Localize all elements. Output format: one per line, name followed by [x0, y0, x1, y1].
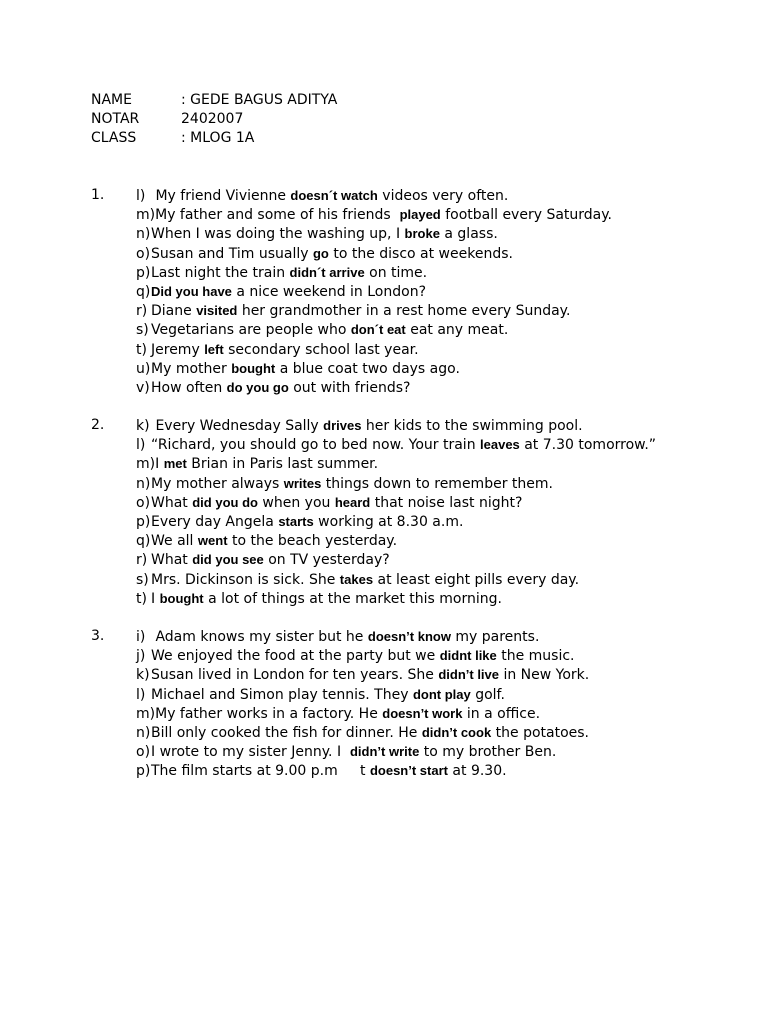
sentence-text: a glass.	[439, 226, 498, 243]
sentence-text: Every day Angela	[151, 513, 279, 530]
sentence-text: Bill only cooked the fish for dinner. He	[151, 724, 422, 741]
sentence-text: Brian in Paris last summer.	[186, 456, 379, 473]
item-letter: n)	[136, 724, 151, 741]
sentence-text: on time.	[364, 264, 428, 281]
exercise-item	[136, 665, 756, 684]
answer-text: didn’t write	[349, 744, 420, 760]
answer-text: played	[399, 207, 441, 223]
item-letter: o)	[136, 494, 151, 511]
exercise-item	[136, 723, 756, 742]
student-info	[91, 91, 337, 149]
answer-text: takes	[339, 571, 374, 587]
item-letter: m)	[136, 456, 156, 473]
answer-text: didn’t live	[438, 667, 499, 683]
item-letter: s)	[136, 571, 149, 588]
sentence-text: My friend Vivienne	[151, 188, 291, 204]
answer-text: leaves	[480, 437, 520, 453]
answer-text: went	[197, 533, 228, 549]
sentence-text: things down to remember them.	[321, 475, 553, 492]
sentence-text: Last night the train	[151, 264, 290, 281]
class-row	[91, 129, 337, 148]
exercise-item	[136, 282, 756, 301]
sentence-text: to my brother Ben.	[419, 744, 557, 761]
notar-value: 2402007	[181, 111, 244, 128]
sentence-text: I	[155, 456, 164, 473]
sentence-text: Every Wednesday Sally	[151, 418, 324, 434]
exercise-item	[136, 378, 756, 397]
sentence-text: at 7.30 tomorrow.”	[519, 437, 657, 454]
section-number: 2.	[91, 417, 105, 433]
name-value: : GEDE BAGUS ADITYA	[181, 92, 338, 108]
sentence-text: on TV yesterday?	[263, 552, 390, 569]
exercise-item	[136, 224, 756, 243]
sentence-text: a lot of things at the market this morning.	[203, 590, 502, 607]
sentence-text: Diane	[151, 303, 197, 320]
item-letter: o)	[136, 245, 151, 262]
exercise-item	[136, 454, 756, 473]
sentence-text: My father and some of his friends	[155, 207, 400, 224]
sentence-text: my parents.	[450, 629, 540, 645]
answer-text: do you go	[226, 379, 289, 395]
item-letter: l)	[136, 686, 146, 703]
sentence-text: to the beach yesterday.	[227, 533, 398, 550]
answer-text: left	[204, 341, 224, 357]
exercise-item	[136, 550, 756, 569]
sentence-text: My mother	[151, 360, 232, 377]
exercise-item	[136, 263, 756, 282]
sentence-text: at 9.30.	[447, 763, 507, 780]
answer-text: didnt like	[439, 648, 497, 664]
sentence-text: a blue coat two days ago.	[275, 360, 460, 377]
item-letter: v)	[136, 379, 150, 396]
item-letter: r)	[136, 303, 148, 320]
item-letter: m)	[136, 705, 156, 722]
answer-text: dont play	[412, 686, 471, 702]
sentence-text: golf.	[470, 686, 505, 703]
sentence-text: videos very often.	[377, 188, 509, 204]
exercise-item	[136, 416, 756, 435]
sentence-text: Susan lived in London for ten years. She	[151, 667, 439, 684]
sentence-text: We all	[151, 533, 198, 550]
answer-text: bought	[231, 360, 276, 376]
answer-text: didn’t cook	[421, 724, 492, 740]
exercise-item	[136, 742, 756, 761]
item-letter: p)	[136, 513, 151, 530]
exercise-item	[136, 704, 756, 723]
sentence-text: that noise last night?	[370, 494, 523, 511]
answer-text: did you see	[192, 552, 264, 568]
sentence-text: Jeremy	[151, 341, 205, 358]
item-letter: s)	[136, 322, 149, 339]
sentence-text: eat any meat.	[405, 322, 509, 339]
answer-text: doesn’t work	[382, 705, 463, 721]
class-label: CLASS	[91, 130, 137, 147]
exercise-items	[136, 186, 756, 397]
sentence-text: Mrs. Dickinson is sick. She	[151, 571, 340, 588]
exercise-item	[136, 589, 756, 608]
class-value: : MLOG 1A	[181, 130, 255, 147]
exercise-item	[136, 301, 756, 320]
answer-text: broke	[404, 226, 440, 242]
answer-text: didn´t arrive	[289, 264, 365, 280]
item-letter: l)	[136, 188, 146, 204]
item-letter: r)	[136, 552, 148, 569]
sentence-text: When I was doing the washing up, I	[151, 226, 405, 243]
notar-row	[91, 110, 337, 129]
sentence-text: to the disco at weekends.	[328, 245, 513, 262]
item-letter: o)	[136, 744, 151, 761]
sentence-text: Vegetarians are people who	[151, 322, 351, 339]
item-letter: m)	[136, 207, 156, 224]
item-letter: q)	[136, 533, 151, 550]
answer-text: doesn’t start	[369, 763, 448, 779]
item-letter: u)	[136, 360, 151, 377]
answer-text: doesn’t know	[367, 629, 451, 644]
exercise-item	[136, 531, 756, 550]
sentence-text: How often	[151, 379, 227, 396]
sentence-text: her kids to the swimming pool.	[361, 418, 583, 434]
sentence-text: What	[151, 494, 193, 511]
answer-text: Did you have	[151, 283, 232, 299]
sentence-text: Adam knows my sister but he	[151, 629, 368, 645]
exercise-item	[136, 244, 756, 263]
sentence-text: Susan and Tim usually	[151, 245, 313, 262]
answer-text: don´t eat	[350, 322, 406, 338]
item-letter: l)	[136, 437, 146, 454]
item-letter: p)	[136, 763, 151, 780]
exercise-item	[136, 205, 756, 224]
sentence-text: when you	[257, 494, 335, 511]
sentence-text: “Richard, you should go to bed now. Your train	[151, 437, 481, 454]
item-letter: t)	[136, 590, 147, 607]
exercise-item	[136, 646, 756, 665]
answer-text: heard	[334, 494, 371, 510]
answer-text: bought	[159, 590, 204, 606]
exercise-item	[136, 761, 756, 780]
answer-text: met	[163, 456, 187, 472]
item-letter: k)	[136, 418, 150, 434]
exercise-item	[136, 186, 756, 205]
sentence-text: the music.	[496, 648, 575, 665]
sentence-text: football every Saturday.	[440, 207, 612, 224]
name-row	[91, 91, 337, 110]
answer-text: writes	[283, 475, 322, 491]
sentence-text: secondary school last year.	[223, 341, 419, 358]
item-letter: j)	[136, 648, 146, 665]
exercise-item	[136, 320, 756, 339]
answer-text: go	[312, 245, 329, 261]
sentence-text: We enjoyed the food at the party but we	[151, 648, 440, 665]
sentence-text: working at 8.30 a.m.	[313, 513, 464, 530]
exercise-item	[136, 512, 756, 531]
sentence-text: the potatoes.	[491, 724, 589, 741]
sentence-text: My father works in a factory. He	[155, 705, 383, 722]
item-letter: n)	[136, 226, 151, 243]
sentence-text: What	[151, 552, 193, 569]
sentence-text: out with friends?	[288, 379, 411, 396]
name-label: NAME	[91, 92, 132, 108]
item-letter: k)	[136, 667, 150, 684]
sentence-text: in New York.	[499, 667, 590, 684]
exercise-item	[136, 435, 756, 454]
item-letter: t)	[136, 341, 147, 358]
item-letter: n)	[136, 475, 151, 492]
answer-text: visited	[196, 303, 238, 319]
section-number: 1.	[91, 187, 105, 203]
exercise-item	[136, 627, 756, 646]
sentence-text: her grandmother in a rest home every Sunday.	[237, 303, 571, 320]
sentence-text: Michael and Simon play tennis. They	[151, 686, 413, 703]
exercise-item	[136, 474, 756, 493]
item-letter: i)	[136, 629, 146, 645]
sentence-text: My mother always	[151, 475, 284, 492]
answer-text: starts	[278, 513, 314, 529]
exercise-items	[136, 416, 756, 608]
exercise-items	[136, 627, 756, 781]
sentence-text: I wrote to my sister Jenny. I	[151, 744, 350, 761]
sentence-text: The film starts at 9.00 p.m t	[151, 763, 370, 780]
exercise-item	[136, 685, 756, 704]
exercise-item	[136, 340, 756, 359]
answer-text: drives	[323, 418, 362, 433]
sentence-text: I	[151, 590, 160, 607]
sentence-text: at least eight pills every day.	[373, 571, 580, 588]
exercise-item	[136, 570, 756, 589]
section-number: 3.	[91, 628, 105, 644]
notar-label: NOTAR	[91, 111, 140, 128]
answer-text: did you do	[192, 494, 258, 510]
answer-text: doesn´t watch	[290, 188, 378, 203]
exercise-item	[136, 493, 756, 512]
sentence-text: in a office.	[462, 705, 541, 722]
item-letter: q)	[136, 283, 151, 300]
item-letter: p)	[136, 264, 151, 281]
sentence-text: a nice weekend in London?	[231, 283, 426, 300]
exercise-item	[136, 359, 756, 378]
